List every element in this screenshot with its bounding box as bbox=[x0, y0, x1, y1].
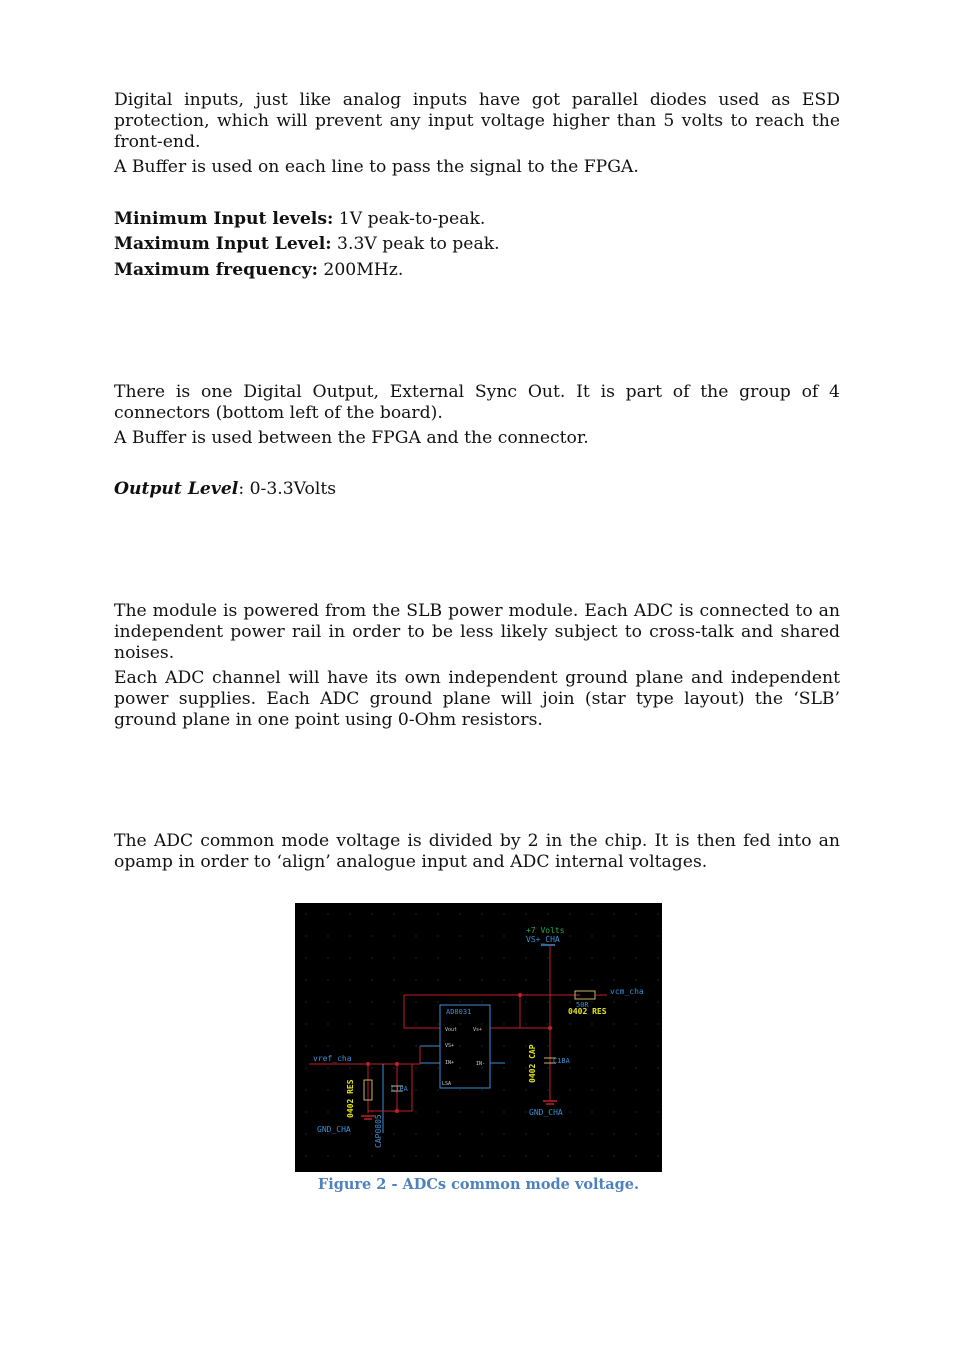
junction-dot bbox=[518, 993, 522, 997]
left-resistor-package: 0402 RES bbox=[346, 1079, 355, 1118]
max-input-label: Maximum Input Level: bbox=[114, 234, 332, 254]
max-input-level bbox=[114, 234, 500, 255]
common-mode-paragraph: The ADC common mode voltage is divided by 2 in the chip. It is then fed into an opamp in order to ‘align’ analogue input and ADC internal voltages. bbox=[114, 831, 840, 872]
min-input-value: 1V peak-to-peak. bbox=[333, 209, 486, 229]
left-ground-label: GND_CHA bbox=[317, 1125, 351, 1134]
max-frequency bbox=[114, 260, 403, 281]
max-input-value: 3.3V peak to peak. bbox=[331, 234, 500, 254]
digital-output-buffer-note: A Buffer is used between the FPGA and the connector. bbox=[114, 428, 589, 448]
output-resistor-package: 0402 RES bbox=[568, 1007, 607, 1016]
output-resistor-value: 50R bbox=[576, 1001, 589, 1009]
left-cap-package: CAP0805 bbox=[374, 1114, 383, 1148]
right-cap-package: 0402 CAP bbox=[528, 1044, 537, 1083]
supply-net-label: VS+_CHA bbox=[526, 935, 560, 944]
max-frequency-value: 200MHz. bbox=[317, 260, 404, 280]
right-ground-label: GND_CHA bbox=[529, 1108, 563, 1117]
pin-vsp-label: Vs+ bbox=[473, 1027, 483, 1033]
opamp-name: AD8031 bbox=[446, 1008, 472, 1016]
right-cap-name: C1BA bbox=[553, 1057, 570, 1065]
max-frequency-label: Maximum frequency: bbox=[114, 260, 318, 280]
pin-inm-label: IN- bbox=[476, 1061, 486, 1067]
min-input-label: Minimum Input levels: bbox=[114, 209, 334, 229]
digital-inputs-buffer-note: A Buffer is used on each line to pass the signal to the FPGA. bbox=[114, 157, 639, 177]
supply-volts-label: +7 Volts bbox=[526, 926, 565, 935]
output-net-label: vcm_cha bbox=[610, 987, 644, 996]
output-level-value: : 0-3.3Volts bbox=[238, 479, 337, 499]
digital-inputs-paragraph: Digital inputs, just like analog inputs have got parallel diodes used as ESD protection, which will prevent any input voltage higher than 5 volts to reach the front-end. bbox=[114, 90, 840, 152]
schematic-drawing bbox=[295, 903, 662, 1172]
output-level bbox=[114, 479, 336, 500]
power-paragraph-2: Each ADC channel will have its own independent ground plane and independent power supplies. Each ADC ground plane will join (star type layout) the ‘SLB’ ground plane in one point using 0-Ohm resistors. bbox=[114, 668, 840, 730]
junction-dot bbox=[395, 1109, 399, 1113]
digital-output-paragraph: There is one Digital Output, External Sync Out. It is part of the group of 4 connectors (bottom left of the board). bbox=[114, 382, 840, 423]
left-cap-name: C1PA bbox=[391, 1085, 408, 1093]
output-level-label: Output Level bbox=[114, 479, 239, 499]
power-paragraph-1: The module is powered from the SLB power module. Each ADC is connected to an independent power rail in order to be less likely subject to cross-talk and shared noises. bbox=[114, 601, 840, 663]
schematic-figure bbox=[295, 903, 662, 1172]
package-label: LSA bbox=[442, 1081, 452, 1087]
input-net-label: vref_cha bbox=[313, 1054, 352, 1063]
pin-vsp2-label: VS+ bbox=[445, 1043, 455, 1049]
pin-vout-label: Vout bbox=[445, 1027, 458, 1033]
pin-inp-label: IN+ bbox=[445, 1060, 455, 1066]
figure-caption: Figure 2 - ADCs common mode voltage. bbox=[317, 1176, 640, 1193]
min-input-level bbox=[114, 209, 485, 230]
